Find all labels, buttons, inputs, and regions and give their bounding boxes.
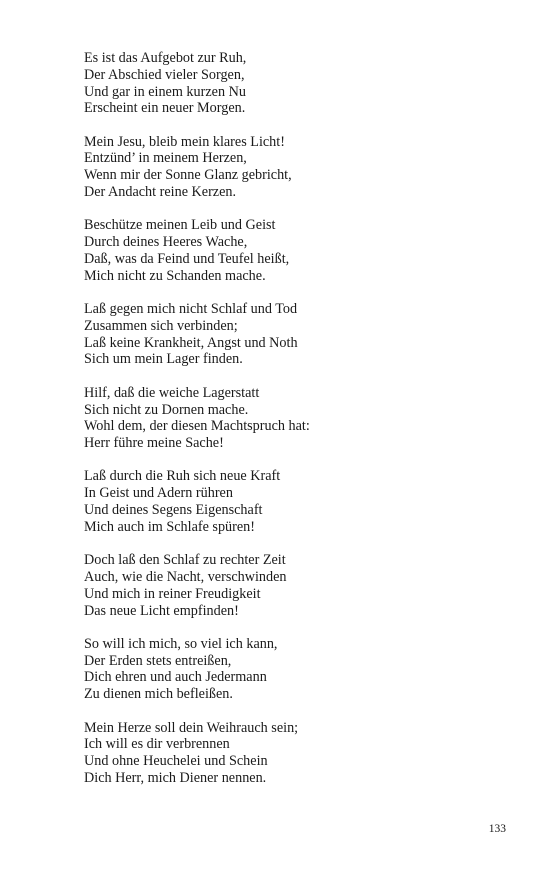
poem-line: Durch deines Heeres Wache,: [84, 234, 248, 251]
poem-line: Zu dienen mich befleißen.: [84, 686, 233, 703]
poem-line: Erscheint ein neuer Morgen.: [84, 100, 246, 117]
poem-line: Sich nicht zu Dornen mache.: [84, 401, 249, 418]
poem-line: Laß keine Krankheit, Angst und Noth: [84, 334, 298, 351]
poem-line: Und mich in reiner Freudigkeit: [84, 585, 261, 602]
page-number: 133: [488, 823, 506, 835]
poem-line: Und ohne Heuchelei und Schein: [84, 753, 268, 770]
poem-line: Herr führe meine Sache!: [84, 435, 224, 452]
poem-line: Wohl dem, der diesen Machtspruch hat:: [84, 418, 310, 435]
stanza-3: [84, 217, 524, 284]
poem-line: Dich Herr, mich Diener nennen.: [84, 769, 267, 786]
poem-line: Und gar in einem kurzen Nu: [84, 83, 246, 100]
poem-line: Mein Herze soll dein Weihrauch sein;: [84, 719, 299, 736]
poem-line: Mich auch im Schlafe spüren!: [84, 518, 255, 535]
stanza-9: [84, 720, 524, 787]
poem-line: Daß, was da Feind und Teufel heißt,: [84, 250, 290, 267]
poem-line: Das neue Licht empfinden!: [84, 602, 239, 619]
stanza-6: [84, 468, 524, 535]
poem-line: Hilf, daß die weiche Lagerstatt: [84, 384, 260, 401]
poem-line: Mein Jesu, bleib mein klares Licht!: [84, 133, 285, 150]
poem-line: Auch, wie die Nacht, verschwinden: [84, 568, 287, 585]
poem-line: Zusammen sich verbinden;: [84, 317, 238, 334]
poem-line: So will ich mich, so viel ich kann,: [84, 635, 278, 652]
poem-line: Sich um mein Lager finden.: [84, 351, 243, 368]
poem-line: Entzünd’ in meinem Herzen,: [84, 150, 247, 167]
poem-line: Laß durch die Ruh sich neue Kraft: [84, 468, 281, 485]
poem-line: Beschütze meinen Leib und Geist: [84, 217, 276, 234]
stanza-1: [84, 50, 524, 117]
poem-line: Laß gegen mich nicht Schlaf und Tod: [84, 301, 298, 318]
poem-line: Dich ehren und auch Jedermann: [84, 669, 267, 686]
poem-text: [84, 50, 524, 803]
poem-line: Es ist das Aufgebot zur Ruh,: [84, 50, 247, 66]
stanza-8: [84, 636, 524, 703]
poem-line: Ich will es dir verbrennen: [84, 736, 230, 753]
poem-line: Der Andacht reine Kerzen.: [84, 184, 237, 201]
stanza-2: [84, 134, 524, 201]
poem-line: Der Abschied vieler Sorgen,: [84, 66, 245, 83]
poem-line: Doch laß den Schlaf zu rechter Zeit: [84, 552, 286, 569]
stanza-7: [84, 552, 524, 619]
poem-line: Der Erden stets entreißen,: [84, 652, 232, 669]
stanza-5: [84, 385, 524, 452]
poem-line: Wenn mir der Sonne Glanz gebricht,: [84, 167, 292, 184]
poem-line: In Geist und Adern rühren: [84, 485, 233, 502]
poem-line: Und deines Segens Eigenschaft: [84, 502, 263, 519]
stanza-4: [84, 301, 524, 368]
poem-line: Mich nicht zu Schanden mache.: [84, 267, 266, 284]
